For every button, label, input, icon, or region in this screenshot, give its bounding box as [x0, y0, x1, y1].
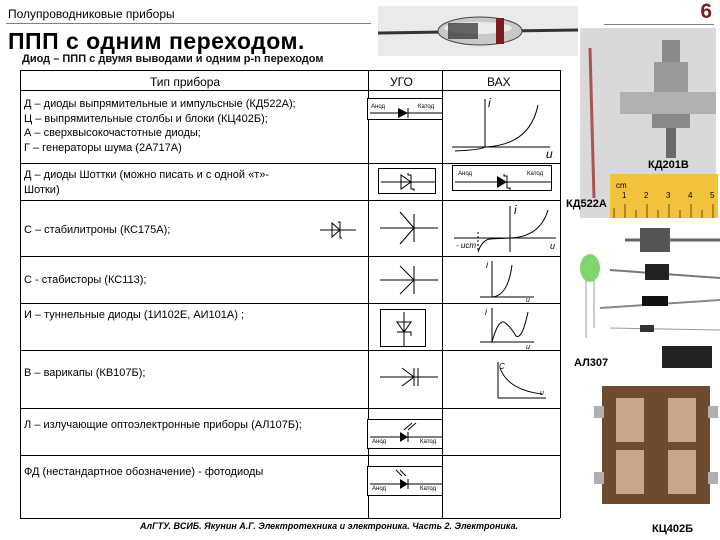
row-rectifier-text [24, 97, 296, 155]
column-header-type: Тип прибора [150, 75, 221, 89]
axis-u-label: u [550, 241, 556, 251]
kc402b-block-photo [594, 376, 718, 516]
ruler-unit: cm [616, 181, 627, 190]
row-stabistor-text [24, 273, 146, 288]
row-line: С – стабилитроны (КС175А); [24, 224, 171, 236]
ruler-num: 1 [622, 191, 627, 200]
table-top-border [20, 70, 560, 71]
axis-i-label: i [488, 97, 491, 110]
page-number-divider [604, 24, 714, 25]
table-left-border [20, 70, 21, 518]
row-line: И – туннельные диоды (1И102Е, АИ101А) ; [24, 309, 245, 321]
row-schottky-text [24, 168, 269, 197]
zener-iv-curve [452, 204, 558, 254]
ruler-image [610, 174, 718, 218]
ruler-num: 2 [644, 191, 649, 200]
row-line: Л – излучающие оптоэлектронные приборы (АЛ107Б); [24, 419, 302, 431]
anode-label: Анод [371, 104, 386, 110]
anode-label: Анод [458, 171, 473, 177]
row-line: А – сверхвысокочастотные диоды; [24, 127, 201, 139]
page-subtitle: Диод – ППП с двумя выводами и одним p-n переходом [22, 53, 324, 65]
axis-i-label: i [485, 307, 487, 317]
axis-u-label: u [526, 297, 530, 303]
column-header-ugo: УГО [390, 75, 413, 89]
varicap-cv-curve [490, 360, 550, 404]
row-tunnel-text [24, 308, 244, 323]
kd522a-label: КД522А [566, 198, 607, 210]
row-led-text [24, 418, 302, 433]
photodiode-symbol [367, 466, 443, 496]
row-line: Шотки) [24, 183, 60, 196]
table-bottom-border [20, 518, 560, 519]
glass-diode-photo [378, 6, 578, 56]
schottky-diode-symbol [378, 168, 436, 194]
cathode-label: Катод [418, 104, 435, 110]
varicap-symbol [378, 362, 440, 392]
table-header-border [20, 90, 560, 91]
ruler-num: 3 [666, 191, 671, 200]
axis-i-label: i [486, 260, 488, 270]
zener-symbol [378, 206, 440, 250]
row-line: В – варикапы (КВ107Б); [24, 367, 146, 379]
axis-u-label: u [540, 390, 544, 397]
diodes-assortment-photo [570, 218, 720, 368]
axis-neg-u-label: - uст [456, 241, 476, 250]
stabistor-iv-curve [478, 259, 538, 303]
table-right-border [560, 70, 561, 518]
row-divider [20, 350, 560, 351]
table-col-divider-1 [368, 70, 369, 518]
row-divider [20, 256, 560, 257]
axis-i-label: i [514, 204, 517, 217]
axis-c-label: С [499, 362, 505, 371]
row-line: С - стабисторы (КС113); [24, 274, 147, 286]
page-title: ППП с одним переходом. [8, 28, 305, 54]
anode-label: Анод [372, 439, 387, 445]
row-varicap-text [24, 366, 145, 381]
ruler-num: 4 [688, 191, 693, 200]
row-line: Ц – выпрямительные столбы и блоки (КЦ402Б); [24, 112, 268, 125]
row-line: ФД (нестандартное обозначение) - фотодиоды [24, 466, 264, 478]
column-header-vax: ВАХ [487, 75, 511, 89]
header-divider [6, 23, 371, 24]
cathode-label: Катод [420, 486, 437, 492]
kd201v-label: КД201В [648, 159, 689, 171]
diode-symbol [367, 98, 443, 120]
zener-small-symbol [318, 218, 358, 242]
kc402b-label: КЦ402Б [652, 523, 694, 535]
stabistor-symbol [378, 260, 440, 300]
tunnel-iv-curve [478, 306, 538, 350]
table-col-divider-2 [442, 70, 443, 518]
axis-u-label: u [526, 344, 530, 350]
led-symbol [367, 419, 443, 449]
ruler-num: 5 [710, 191, 715, 200]
course-header: Полупроводниковые приборы [8, 7, 175, 21]
row-divider [20, 408, 560, 409]
row-zener-text [24, 223, 170, 238]
al307-label: АЛ307 [574, 357, 609, 369]
cathode-label: Катод [420, 439, 437, 445]
cathode-label: Катод [527, 171, 544, 177]
row-photodiode-text [24, 465, 263, 480]
rectifier-iv-curve [450, 97, 555, 161]
row-line: Д – диоды выпрямительные и импульсные (КД522А); [24, 98, 296, 110]
row-line: Д – диоды Шоттки (можно писать и с одной «т»- [24, 169, 270, 181]
anode-label: Анод [372, 486, 387, 492]
row-divider [20, 303, 560, 304]
row-divider [20, 200, 560, 201]
row-line: Г – генераторы шума (2А717А) [24, 141, 182, 154]
row-divider [20, 163, 560, 164]
axis-u-label: u [546, 147, 553, 161]
row-divider [20, 455, 560, 456]
page-number: 6 [700, 0, 712, 23]
footer-text: АлГТУ. ВСИБ. Якунин А.Г. Электротехника и электроника. Часть 2. Электроника. [140, 521, 519, 531]
schottky-diode-labeled [452, 165, 552, 191]
tunnel-diode-symbol [380, 309, 426, 347]
